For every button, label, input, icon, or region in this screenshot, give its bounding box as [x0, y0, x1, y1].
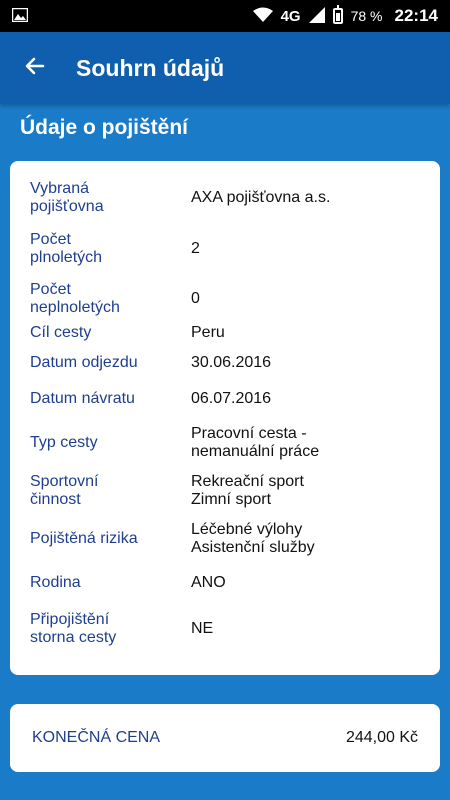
detail-value-line: 06.07.2016 [191, 390, 272, 407]
detail-row [30, 417, 420, 469]
back-button[interactable] [0, 32, 70, 104]
detail-label-line: Typ cesty [30, 434, 98, 451]
detail-value [191, 354, 271, 372]
detail-label [30, 354, 191, 372]
detail-value-line: NE [191, 620, 214, 637]
detail-row [30, 601, 420, 657]
network-type: 4G [280, 7, 301, 25]
detail-value-line: nemanuální práce [191, 443, 320, 460]
detail-label [30, 390, 191, 408]
detail-value [191, 574, 226, 592]
detail-label-line: storna cesty [30, 629, 117, 646]
detail-row [30, 565, 420, 601]
detail-value [191, 521, 315, 557]
detail-value [191, 620, 213, 638]
detail-value-line: Peru [191, 324, 225, 341]
detail-value-line: Zimní sport [191, 491, 272, 508]
detail-label-line: Cíl cesty [30, 324, 92, 341]
detail-label-line: Datum odjezdu [30, 354, 138, 371]
app-bar [0, 32, 450, 104]
total-price-label: KONEČNÁ CENA [32, 729, 161, 746]
detail-label-line: Vybraná [30, 180, 89, 197]
image-notification-icon [12, 8, 28, 25]
detail-row [30, 221, 420, 277]
battery-icon [333, 8, 343, 24]
detail-value-line: Asistenční služby [191, 539, 315, 556]
detail-label-line: Sportovní [30, 473, 99, 490]
detail-value-line: ANO [191, 574, 226, 591]
detail-label-line: plnoletých [30, 249, 103, 266]
detail-value-line: AXA pojišťovna a.s. [191, 189, 331, 206]
total-price-value: 244,00 Kč [345, 729, 418, 746]
signal-icon [309, 7, 325, 26]
wifi-icon [253, 7, 273, 26]
detail-value [191, 425, 319, 461]
detail-label-line: Počet [30, 281, 71, 298]
detail-row [30, 175, 420, 221]
clock: 22:14 [394, 6, 438, 25]
detail-label [30, 324, 191, 342]
detail-row [30, 277, 420, 321]
detail-label [30, 180, 191, 216]
insurance-details-card [10, 161, 440, 675]
detail-label-line: činnost [30, 491, 81, 508]
section-title: Údaje o pojištění [20, 116, 189, 139]
detail-value-line: Léčebné výlohy [191, 521, 303, 538]
detail-row [30, 381, 420, 417]
detail-label-line: Počet [30, 231, 71, 248]
battery-percent: 78 % [350, 8, 383, 24]
detail-label [30, 281, 191, 317]
detail-label-line: neplnoletých [30, 299, 120, 316]
detail-value-line: Rekreační sport [191, 473, 304, 490]
detail-label-line: Připojištění [30, 611, 110, 628]
detail-row [30, 469, 420, 513]
detail-row [30, 345, 420, 381]
detail-label-line: Rodina [30, 574, 81, 591]
detail-label [30, 574, 191, 592]
detail-label-line: Datum návratu [30, 390, 135, 407]
detail-value [191, 324, 225, 342]
detail-label [30, 611, 191, 647]
detail-value [191, 240, 200, 258]
detail-label [30, 473, 191, 509]
detail-value-line: 2 [191, 240, 200, 257]
detail-value [191, 473, 304, 509]
detail-label-line: Pojištěná rizika [30, 530, 138, 547]
detail-value-line: Pracovní cesta - [191, 425, 307, 442]
detail-label [30, 530, 191, 548]
detail-row [30, 513, 420, 565]
total-price-card [10, 704, 440, 772]
page-title: Souhrn údajů [76, 54, 225, 81]
detail-label [30, 434, 191, 452]
status-bar [0, 0, 450, 32]
detail-value-line: 30.06.2016 [191, 354, 272, 371]
arrow-left-icon [23, 54, 47, 83]
detail-label-line: pojišťovna [30, 198, 104, 215]
detail-row [30, 321, 420, 345]
detail-label [30, 231, 191, 267]
detail-value [191, 189, 330, 207]
detail-value-line: 0 [191, 290, 200, 307]
detail-value [191, 290, 200, 308]
detail-value [191, 390, 271, 408]
